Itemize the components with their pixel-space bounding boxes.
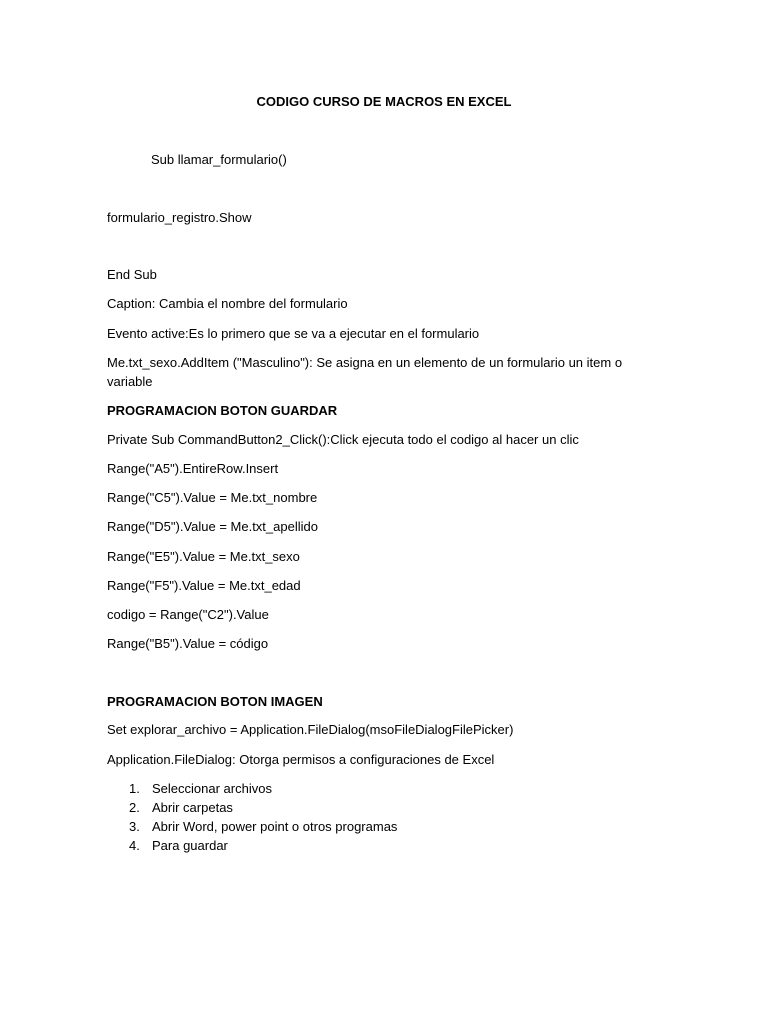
code-line: Range("E5").Value = Me.txt_sexo (107, 549, 300, 564)
list-item (107, 779, 397, 798)
private-sub-line: Private Sub CommandButton2_Click():Click ejecuta todo el codigo al hacer un clic (107, 432, 579, 447)
steps-list (107, 779, 397, 855)
heading-guardar: PROGRAMACION BOTON GUARDAR (107, 403, 338, 418)
list-item-text: Abrir carpetas (152, 800, 233, 815)
list-item-text: Seleccionar archivos (152, 781, 272, 796)
document-title: CODIGO CURSO DE MACROS EN EXCEL (256, 94, 512, 109)
code-line: Range("C5").Value = Me.txt_nombre (107, 490, 318, 505)
heading-imagen: PROGRAMACION BOTON IMAGEN (107, 694, 323, 709)
list-item (107, 817, 397, 836)
evento-line: Evento active:Es lo primero que se va a ejecutar en el formulario (107, 326, 480, 341)
end-sub-line: End Sub (107, 267, 157, 282)
code-line: Range("F5").Value = Me.txt_edad (107, 578, 301, 593)
code-line: codigo = Range("C2").Value (107, 607, 269, 622)
list-item-number: 1. (129, 781, 140, 796)
show-line: formulario_registro.Show (107, 210, 252, 225)
list-item (107, 836, 397, 855)
code-line: Range("A5").EntireRow.Insert (107, 461, 279, 476)
sub-header: Sub llamar_formulario() (151, 152, 287, 167)
filedialog-line: Application.FileDialog: Otorga permisos a configuraciones de Excel (107, 752, 495, 767)
additem-line: Me.txt_sexo.AddItem ("Masculino"): Se asigna en un elemento de un formulario un item o variable (107, 355, 623, 389)
list-item-number: 2. (129, 800, 140, 815)
list-item (107, 798, 397, 817)
list-item-number: 4. (129, 838, 140, 853)
caption-line: Caption: Cambia el nombre del formulario (107, 296, 348, 311)
code-line: Range("D5").Value = Me.txt_apellido (107, 519, 318, 534)
set-explorar-line: Set explorar_archivo = Application.FileDialog(msoFileDialogFilePicker) (107, 722, 514, 737)
code-line: Range("B5").Value = código (107, 636, 269, 651)
list-item-number: 3. (129, 819, 140, 834)
list-item-text: Para guardar (152, 838, 228, 853)
list-item-text: Abrir Word, power point o otros programas (152, 819, 398, 834)
